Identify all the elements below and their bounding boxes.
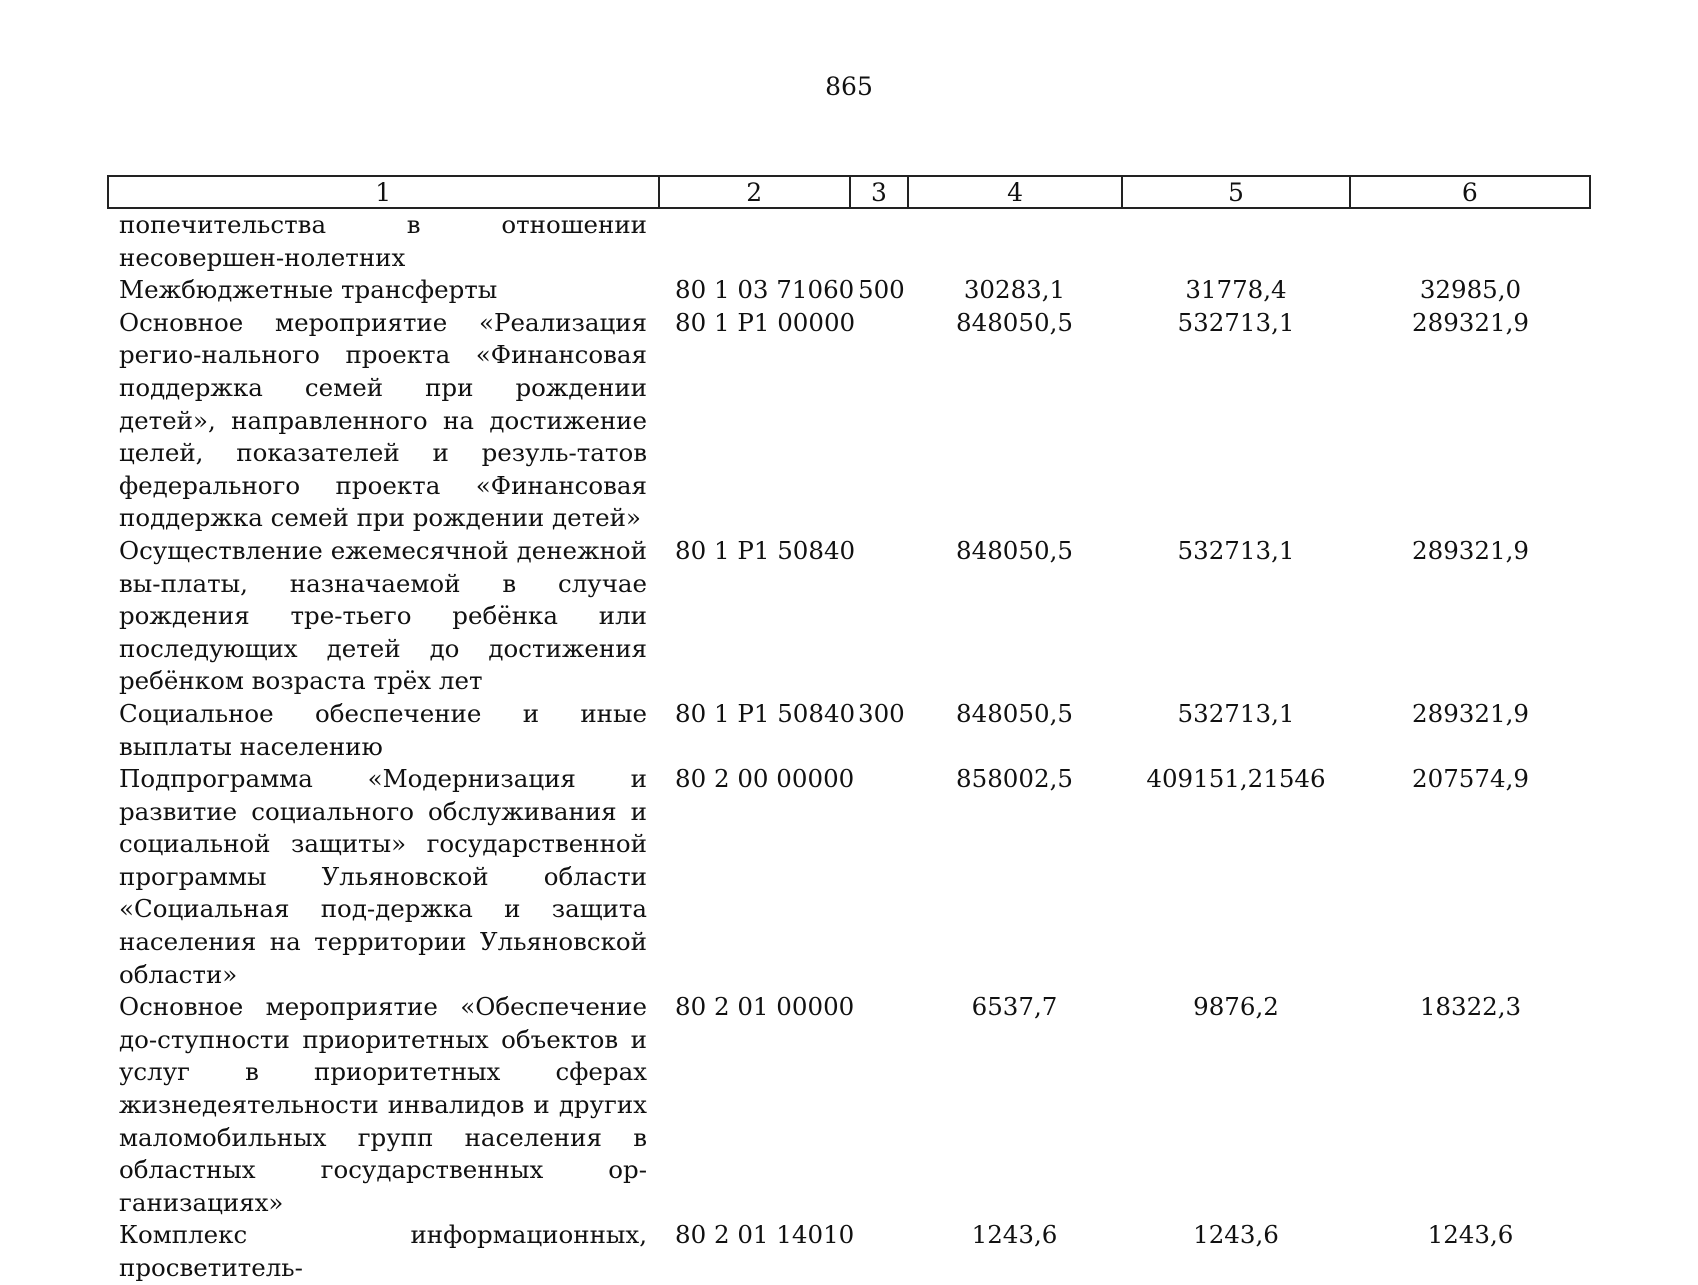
budget-table [107,175,1591,1285]
row-name: Основное мероприятие «Реализация регио-нального проекта «Финансовая поддержка семей при рождении детей», направленного на достижение целей, показателей и резуль-татов федерального проекта «Финансовая поддержка семей при рождении детей» [119,307,647,533]
row-type [849,209,907,274]
row-type: 300 [858,698,905,728]
table-row [107,991,1591,1219]
row-type: 500 [858,275,905,305]
row-code: 80 2 01 14010 [675,1220,855,1250]
page-number: 865 [825,72,873,101]
row-value-6 [1350,209,1591,274]
header-col-6: 6 [1349,177,1589,207]
row-value-5: 31778,4 [1185,275,1287,305]
row-value-5: 532713,1 [1177,535,1295,565]
row-name: Подпрограмма «Модернизация и развитие социального обслуживания и социальной защиты» государственной программы Ульяновской области «Социальная под-держка и защита населения на территории Ульяновской области» [119,764,647,989]
row-code: 80 1 P1 50840 [675,698,856,728]
row-type [849,1219,907,1284]
row-value-5 [1122,209,1350,274]
row-value-6: 207574,9 [1412,764,1529,794]
row-type [849,535,907,698]
header-col-2: 2 [658,177,849,207]
table-row [107,307,1591,535]
row-value-4: 848050,5 [956,535,1073,565]
row-value-4: 848050,5 [956,698,1073,728]
row-value-4: 6537,7 [971,992,1058,1022]
table-header [107,175,1591,209]
table-row [107,698,1591,763]
row-name: попечительства в отношении несовершен-нолетних [119,210,647,272]
row-value-6: 289321,9 [1412,307,1529,337]
header-col-1: 1 [375,178,392,207]
row-code: 80 1 P1 00000 [675,307,856,337]
row-value-4 [907,209,1122,274]
row-value-5: 9876,2 [1193,992,1279,1022]
row-name: Основное мероприятие «Обеспечение до-ступности приоритетных объектов и услуг в приоритетных сферах жизнедеятельности инвалидов и других маломобильных групп населения в областных государственных ор-ганизациях» [119,992,647,1217]
row-type [849,763,907,991]
row-code: 80 2 01 00000 [675,992,855,1022]
row-value-6: 32985,0 [1419,275,1522,305]
row-type [849,307,907,535]
row-code: 80 1 P1 50840 [675,535,856,565]
row-value-5: 532713,1 [1177,698,1295,728]
table-row [107,1219,1591,1284]
row-value-6: 289321,9 [1412,535,1529,565]
row-name: Комплекс информационных, просветитель- [119,1220,647,1282]
row-value-6: 289321,9 [1412,698,1529,728]
row-value-4: 848050,5 [956,307,1073,337]
row-value-6: 18322,3 [1419,992,1522,1022]
row-value-4: 858002,5 [956,764,1073,794]
row-value-5: 1243,6 [1193,1220,1279,1250]
table-row [107,274,1591,307]
table-row [107,535,1591,698]
row-value-6: 1243,6 [1427,1220,1514,1250]
row-value-5: 409151,21546 [1146,764,1326,794]
row-name: Межбюджетные трансферты [119,275,498,305]
row-name: Осуществление ежемесячной денежной вы-платы, назначаемой в случае рождения тре-тьего ребёнка или последующих детей до достижения ребёнком возраста трёх лет [119,535,647,696]
row-code: 80 1 03 71060 [675,275,855,305]
row-type [849,991,907,1219]
row-value-4: 30283,1 [963,275,1066,305]
header-col-5: 5 [1121,177,1348,207]
header-col-4: 4 [907,177,1121,207]
header-col-3: 3 [849,177,907,207]
row-code [657,209,849,274]
table-row [107,763,1591,991]
row-name: Социальное обеспечение и иные выплаты населению [119,698,647,761]
row-value-4: 1243,6 [971,1220,1058,1250]
table-row [107,209,1591,274]
row-code: 80 2 00 00000 [675,764,855,794]
row-value-5: 532713,1 [1177,307,1295,337]
